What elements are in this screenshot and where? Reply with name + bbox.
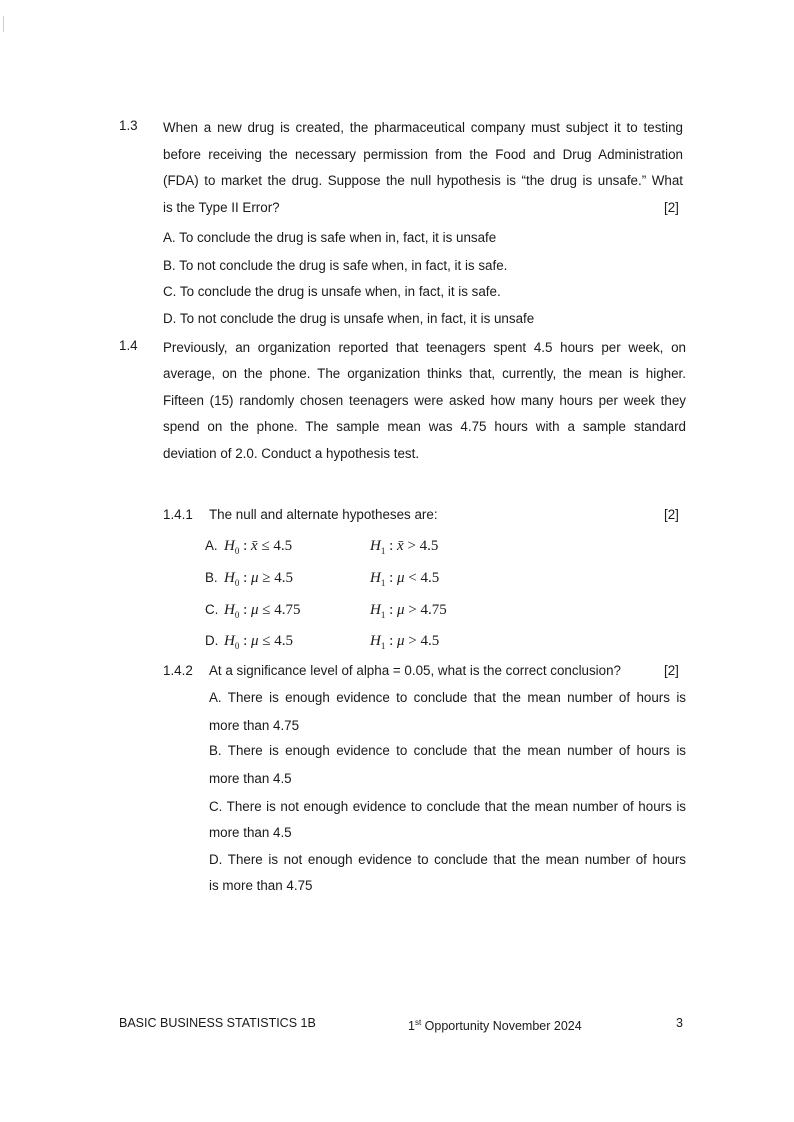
subquestion-text: At a significance level of alpha = 0.05, what is the correct conclusion? xyxy=(209,663,621,678)
question-text: deviation of 2.0. Conduct a hypothesis test. xyxy=(163,446,420,461)
null-hypothesis: $H_0$ : x̄ ≤ 4.5 xyxy=(224,538,293,556)
symbol: μ xyxy=(251,633,259,649)
question-text: (FDA) to market the drug. Suppose the null hypothesis is “the drug is unsafe.” What xyxy=(163,173,683,188)
value: 4.75 xyxy=(274,602,301,618)
option-c: C. There is not enough evidence to conclude that the mean number of hours is xyxy=(209,799,686,814)
option-a: A. There is enough evidence to conclude that the mean number of hours is xyxy=(209,690,686,705)
option-letter: C. xyxy=(205,602,219,617)
option-letter: B. xyxy=(205,570,218,585)
option-a: A. To conclude the drug is safe when in, fact, it is unsafe xyxy=(163,230,497,245)
operator: ≤ xyxy=(261,538,270,554)
question-text: average, on the phone. The organization thinks that, currently, the mean is higher. xyxy=(163,366,686,381)
value: 4.5 xyxy=(274,633,294,649)
option-c-cont: more than 4.5 xyxy=(209,825,292,840)
symbol: μ xyxy=(397,570,405,586)
operator: ≥ xyxy=(262,570,271,586)
opportunity-number: 1 xyxy=(408,1019,415,1034)
marks: [2] xyxy=(664,200,679,215)
value: 4.5 xyxy=(420,570,440,586)
scan-mark xyxy=(3,16,4,32)
value: 4.5 xyxy=(274,570,294,586)
question-number: 1.4 xyxy=(119,338,138,353)
symbol: μ xyxy=(251,570,259,586)
null-hypothesis: $H_0$ : μ ≤ 4.75 xyxy=(224,602,301,620)
symbol: μ xyxy=(397,633,405,649)
marks: [2] xyxy=(664,507,679,522)
subquestion-number: 1.4.2 xyxy=(163,663,193,678)
question-text: before receiving the necessary permission from the Food and Drug Administration xyxy=(163,147,683,162)
option-d: D. To not conclude the drug is unsafe when, in fact, it is unsafe xyxy=(163,311,535,326)
operator: > xyxy=(408,633,417,649)
symbol: μ xyxy=(251,602,259,618)
alternate-hypothesis: $H_1$ : μ > 4.5 xyxy=(370,633,440,651)
operator: > xyxy=(407,538,416,554)
question-text: Previously, an organization reported that teenagers spent 4.5 hours per week, on xyxy=(163,340,686,355)
option-b-cont: more than 4.5 xyxy=(209,771,292,786)
question-number: 1.3 xyxy=(119,118,138,133)
page-number: 3 xyxy=(676,1016,683,1030)
subquestion-number: 1.4.1 xyxy=(163,507,193,522)
null-hypothesis: $H_0$ : μ ≤ 4.5 xyxy=(224,633,294,651)
alternate-hypothesis: $H_1$ : x̄ > 4.5 xyxy=(370,538,439,556)
question-text: spend on the phone. The sample mean was 4.75 hours with a sample standard xyxy=(163,419,686,434)
operator: ≤ xyxy=(262,602,271,618)
option-b: B. There is enough evidence to conclude that the mean number of hours is xyxy=(209,743,686,758)
marks: [2] xyxy=(664,663,679,678)
value: 4.5 xyxy=(419,538,439,554)
option-d-cont: is more than 4.75 xyxy=(209,878,313,893)
option-b: B. To not conclude the drug is safe when, in fact, it is safe. xyxy=(163,258,508,273)
option-letter: A. xyxy=(205,538,218,553)
null-hypothesis: $H_0$ : μ ≥ 4.5 xyxy=(224,570,294,588)
opportunity-suffix: st xyxy=(414,1018,422,1027)
operator: < xyxy=(408,570,417,586)
opportunity-text: Opportunity November 2024 xyxy=(421,1019,582,1034)
value: 4.75 xyxy=(420,602,447,618)
symbol: x̄ xyxy=(397,538,404,554)
alternate-hypothesis: $H_1$ : μ < 4.5 xyxy=(370,570,440,588)
operator: > xyxy=(408,602,417,618)
value: 4.5 xyxy=(420,633,440,649)
exam-opportunity xyxy=(408,1013,582,1033)
question-text: is the Type II Error? xyxy=(163,200,280,215)
option-letter: D. xyxy=(205,633,219,648)
alternate-hypothesis: $H_1$ : μ > 4.75 xyxy=(370,602,447,620)
option-a-cont: more than 4.75 xyxy=(209,718,300,733)
option-d: D. There is not enough evidence to conclude that the mean number of hours xyxy=(209,852,686,867)
operator: ≤ xyxy=(262,633,271,649)
symbol: μ xyxy=(397,602,405,618)
subquestion-text: The null and alternate hypotheses are: xyxy=(209,507,438,522)
value: 4.5 xyxy=(273,538,293,554)
question-text: Fifteen (15) randomly chosen teenagers were asked how many hours per week they xyxy=(163,393,686,408)
question-text: When a new drug is created, the pharmaceutical company must subject it to testing xyxy=(163,120,683,135)
option-c: C. To conclude the drug is unsafe when, in fact, it is safe. xyxy=(163,284,501,299)
symbol: x̄ xyxy=(251,538,258,554)
course-name: BASIC BUSINESS STATISTICS 1B xyxy=(119,1016,316,1030)
